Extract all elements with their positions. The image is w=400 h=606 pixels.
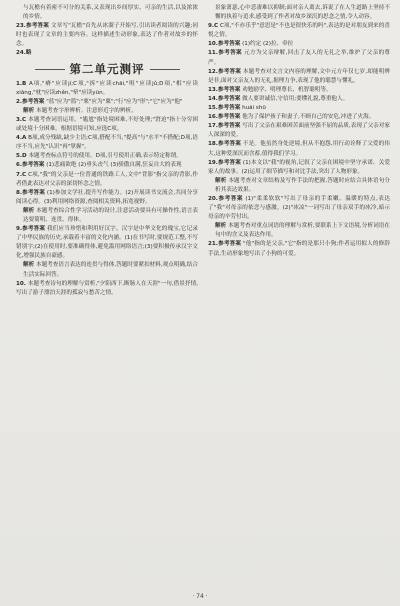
answer-label: 10. — [16, 280, 26, 287]
title-rule-right — [150, 69, 180, 70]
answer-text: 本题考查语言表达的连贯与得体,答题时要紧扣材料,观点明确,结合生活实际回答。 — [23, 262, 198, 278]
answer-item — [16, 49, 198, 58]
answer-label: 解析 — [23, 107, 35, 114]
answer-text: 写出了父亲在艰难困苦面前坚强不屈的品质,表现了父亲对家人深深的爱。 — [208, 123, 391, 139]
answer-text: huāi shū — [242, 105, 266, 112]
answer-label: 10.参考答案 — [208, 41, 241, 48]
right-column — [208, 4, 390, 298]
answer-text: 本题考查标点符号的使用。D项,引号使用正确,表示特定称谓。 — [28, 153, 182, 160]
answer-item — [16, 22, 198, 49]
answer-item — [16, 161, 198, 170]
answer-label: 解析 — [215, 177, 227, 184]
answer-label: 20.参考答案 — [208, 195, 243, 202]
answer-label: 12.参考答案 — [208, 68, 241, 75]
answer-label: 解析 — [23, 262, 35, 269]
answer-text: 本题考查字形辨析。注意形近字的辨析。 — [35, 107, 137, 114]
answer-text: (1)参加文学社,提升写作能力。(2)开展读书交流会,共同分享阅读心得。(3)利用网络资源,查阅相关资料,拓宽视野。 — [16, 189, 198, 205]
answer-text: 与瓦檐有着密不可分的关系,又表现出乡间厚实、可亲的生活,以及浓浓的乡情。 — [23, 5, 198, 21]
answer-text: 他为了保护孩子和妻子,不顾自己的安危,冲进了火海。 — [242, 114, 375, 121]
answer-item — [208, 68, 390, 86]
answer-text: 本题考查对文言文内容的理解,文中元方年仅七岁,却能明辨是非,面对父亲友人的无礼,据理力争,表现了他的聪慧与懂礼。 — [208, 68, 390, 84]
answer-label: 11.参考答案 — [208, 50, 242, 57]
answer-label: 16.参考答案 — [208, 114, 241, 121]
answer-label: 解析 — [23, 207, 35, 214]
answer-item — [16, 134, 198, 152]
answer-label: 2.参考答案 — [16, 98, 45, 105]
answer-label: 5.D — [16, 153, 27, 160]
answer-item — [16, 225, 198, 261]
answer-text: 本题考查对重点词语的理解与赏析,要联系上下文语境,分析词语在句中的含义及表达作用。 — [215, 223, 390, 239]
answer-text: (1)"柔柔软软"写出了母亲的手柔嫩、温暖的特点,表达了"我"对母亲的依恋与感激。(2)"冰凉"一词写出了母亲双手的冰冷,暗示母亲的辛劳付出。 — [208, 195, 390, 221]
answer-item — [208, 140, 390, 158]
answer-label: 18.参考答案 — [208, 141, 241, 148]
answer-text: B项,成分残缺,缺少主语;C项,搭配不当,"提高"与"水平"不搭配;D项,语序不当,应先"认识"再"掌握"。 — [16, 135, 198, 151]
answer-item — [208, 122, 390, 140]
answer-text: 景象萧瑟,心中悲凄难以抑制;面对亲人离去,诉说了在人生道路上坚持不懈的执着与追求,感受到了作者对故乡深沉的思念之情,令人动容。 — [215, 5, 390, 21]
page-number: · 74 · — [192, 593, 208, 600]
answer-item — [208, 4, 390, 22]
answer-text: 本题考查综合性学习活动的设计,注意活动要具有可操作性,语言表达要简明、连贯、得体。 — [23, 207, 198, 223]
answer-item — [208, 40, 390, 49]
answer-item — [16, 98, 198, 107]
answer-label: 7.C — [16, 171, 27, 178]
answer-text: A项,"瘠"应读jí;C项,"拆"应读chāi,"咀"应读jǔ;D项,"相"应读xiāng,"枕"应读zhěn,"晕"应读yūn。 — [16, 80, 198, 96]
answer-item — [208, 240, 390, 258]
answer-item — [16, 80, 198, 98]
answer-item — [208, 49, 390, 67]
answer-item — [208, 177, 390, 195]
answer-label: 14.参考答案 — [208, 95, 241, 102]
answer-label: 9.参考答案 — [16, 226, 46, 233]
two-column-layout — [16, 4, 390, 298]
left-column — [16, 4, 198, 298]
answer-item — [208, 104, 390, 113]
answer-text: 元方为父亲辩解,回击了友人的无礼之举,维护了父亲的尊严。 — [208, 50, 390, 66]
answer-text: "他"指的是父亲,"它"指的是那只小狗;作者运用拟人的修辞手法,生动形象地写出了小狗的可爱。 — [208, 241, 390, 257]
answer-label: 23.参考答案 — [16, 23, 50, 30]
answer-item — [16, 207, 198, 225]
answer-item — [208, 159, 390, 177]
answer-label: 9.C — [208, 23, 219, 30]
answer-item — [208, 113, 390, 122]
answer-text: (1)约定 (2)拉、牵拉 — [242, 41, 294, 48]
answer-text: "蓝"应为"篮";"栗"应为"粟";"行"应为"形";"它"应为"他" — [46, 98, 183, 105]
title-rule-left — [35, 69, 65, 70]
section-title — [16, 62, 198, 76]
answer-text: (1)本文以"我"的视角,记叙了父亲在困境中坚守承诺、关爱家人的故事。(2)运用了细节描写和对比手法,突出了人物形象。 — [208, 159, 390, 175]
answer-text: 做人要讲诚信,守信用;要懂礼貌,尊重他人。 — [242, 95, 349, 102]
answer-item — [16, 280, 198, 298]
section-title-text: 第二单元测评 — [69, 61, 145, 76]
answer-item — [16, 116, 198, 134]
answer-item — [16, 152, 198, 161]
answer-item — [208, 222, 390, 240]
answer-label: 解析 — [215, 223, 227, 230]
answer-item — [16, 107, 198, 116]
answer-text: 本题考查词语运用。"尴尬"指处境困难,不好处理;"窘迫"指十分穷困或处境十分困难。根据语境可知,应选C项。 — [16, 116, 198, 133]
answer-item — [208, 22, 390, 40]
answer-item — [208, 195, 390, 222]
answer-label: 8.参考答案 — [16, 189, 45, 196]
answer-label: 21.参考答案 — [208, 241, 242, 248]
answer-item — [16, 189, 198, 207]
answer-text: C项,"我"的父亲是一位普通的铁路工人,文中"背影"指父亲的背影,作者借此表达对父亲的深切怀念之情。 — [16, 171, 198, 187]
answer-label: 3.C — [16, 116, 27, 123]
answer-item — [208, 95, 390, 104]
answer-text: C项,"不亦乐乎"意思是"不也是很快乐的吗",表达的是对朋友到来的喜悦之情。 — [208, 23, 390, 39]
answer-text: (1)悲痛欲绝 (2)垂头丧气 (3)骄傲自满,狂妄自大的表现 — [46, 162, 182, 169]
answer-text: 本题考查诗句的理解与赏析,"夕阳西下,断肠人在天涯"一句,借景抒情,写出了游子漂泊天涯的孤寂与愁苦之情。 — [16, 280, 198, 296]
answer-item — [16, 171, 198, 189]
answer-item — [208, 86, 390, 95]
answer-text: 我们应当珍惜和利用好汉字。汉字是中华文化的瑰宝,它记录了中华民族的历史,承载着丰富的文化内涵。(1)在书写时,要规范工整,不写错别字;(2)在使用时,要准确得体,避免滥用网络语言;(3)要积极传承汉字文化,增强民族自豪感。 — [16, 226, 198, 260]
answer-label: 1.B — [16, 80, 27, 87]
answer-text: 本题考查对文章结构及写作手法的把握,答题时应结合具体语句分析其表达效果。 — [215, 177, 390, 193]
answer-label: 19.参考答案 — [208, 159, 241, 166]
answer-item — [16, 261, 198, 279]
answer-item — [16, 4, 198, 22]
answer-label: 17.参考答案 — [208, 123, 241, 130]
answer-label: 13.参考答案 — [208, 86, 241, 93]
answer-text: 劝勉励学、明理尊长、机智聪明等。 — [242, 86, 332, 93]
answer-text: 不是。他虽然身处逆境,但从不抱怨,用行动诠释了父爱的伟大,这种爱深沉而含蓄,值得我们学习。 — [208, 141, 390, 157]
answer-label: 15.参考答案 — [208, 105, 241, 112]
answer-label: 4.A — [16, 135, 27, 142]
answer-text: 文章写"瓦檐"首先从冰溜子开始写,引出读者阅读的兴趣;同时也表现了文章的主要内容。这样描述生动形象,表达了作者对故乡的怀念。 — [16, 23, 199, 48]
answer-label: 24.略 — [16, 50, 32, 57]
answer-label: 6.参考答案 — [16, 162, 45, 169]
